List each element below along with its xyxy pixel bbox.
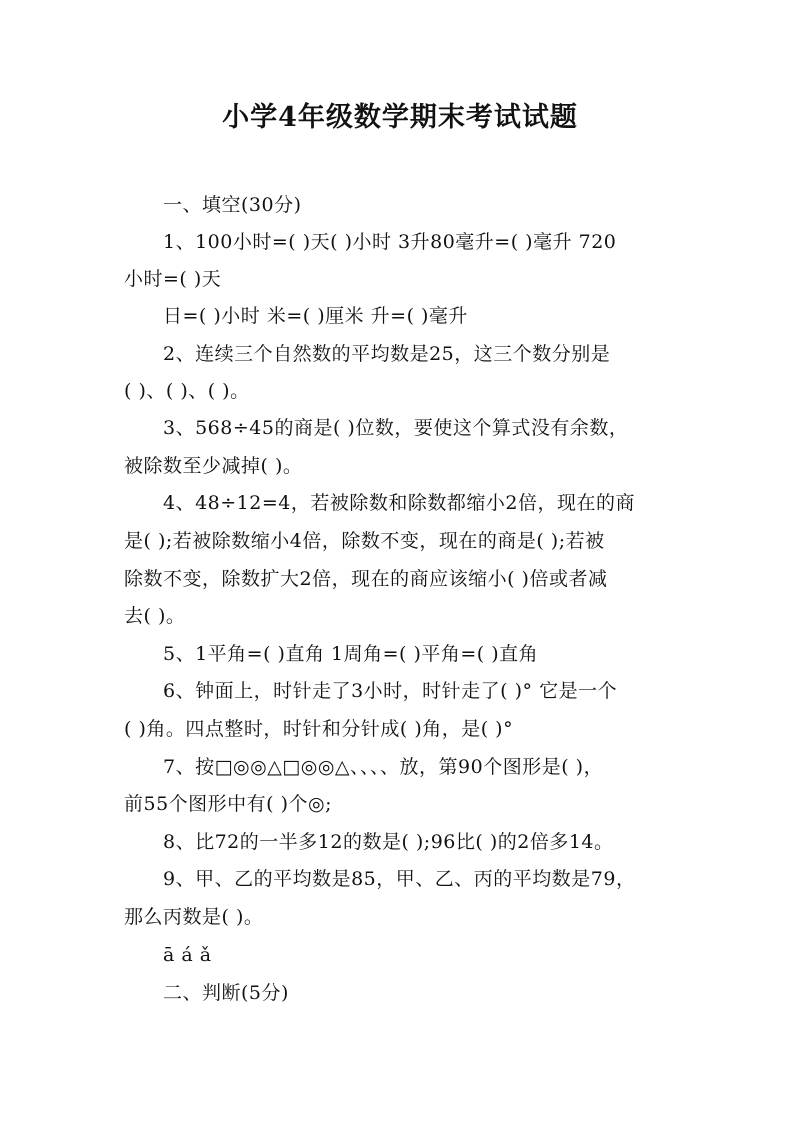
question-4-line-1: 4、48÷12=4，若被除数和除数都缩小2倍，现在的商	[163, 492, 635, 514]
question-1-line-2: 小时=( )天	[124, 268, 222, 290]
question-4-line-4: 去( )。	[124, 605, 186, 627]
question-2-line-2: ( )、( )、( )。	[124, 380, 250, 402]
section-fill-blank-heading: 一、填空(30分)	[163, 194, 302, 216]
question-4-line-3: 除数不变，除数扩大2倍，现在的商应该缩小( )倍或者减	[124, 568, 608, 590]
question-9-line-2: 那么丙数是( )。	[124, 906, 264, 928]
question-3-line-1: 3、568÷45的商是( )位数，要使这个算式没有余数，	[163, 417, 629, 439]
question-1-line-1: 1、100小时=( )天( )小时 3升80毫升=( )毫升 720	[163, 231, 617, 253]
question-7-line-2: 前55个图形中有( )个◎;	[124, 793, 333, 815]
question-6-line-2: ( )角。四点整时，时针和分针成( )角，是( )°	[124, 718, 514, 740]
question-9-line-1: 9、甲、乙的平均数是85，甲、乙、丙的平均数是79，	[163, 868, 636, 890]
question-6-line-1: 6、钟面上，时针走了3小时，时针走了( )° 它是一个	[163, 680, 618, 702]
pinyin-tones-line: ā á ǎ	[163, 944, 212, 966]
question-3-line-2: 被除数至少减掉( )。	[124, 455, 303, 477]
document-title: 小学4年级数学期末考试试题	[222, 102, 578, 133]
question-4-line-2: 是( );若被除数缩小4倍，除数不变，现在的商是( );若被	[124, 530, 605, 552]
question-2-line-1: 2、连续三个自然数的平均数是25，这三个数分别是	[163, 343, 611, 365]
question-8-line-1: 8、比72的一半多12的数是( );96比( )的2倍多14。	[163, 831, 614, 853]
question-1-line-3: 日=( )小时 米=( )厘米 升=( )毫升	[163, 305, 468, 327]
section-judgement-heading: 二、判断(5分)	[163, 982, 289, 1004]
question-5-line-1: 5、1平角=( )直角 1周角=( )平角=( )直角	[163, 643, 539, 665]
question-7-line-1: 7、按□◎◎△□◎◎△、、、、放，第90个图形是( )，	[163, 756, 604, 778]
